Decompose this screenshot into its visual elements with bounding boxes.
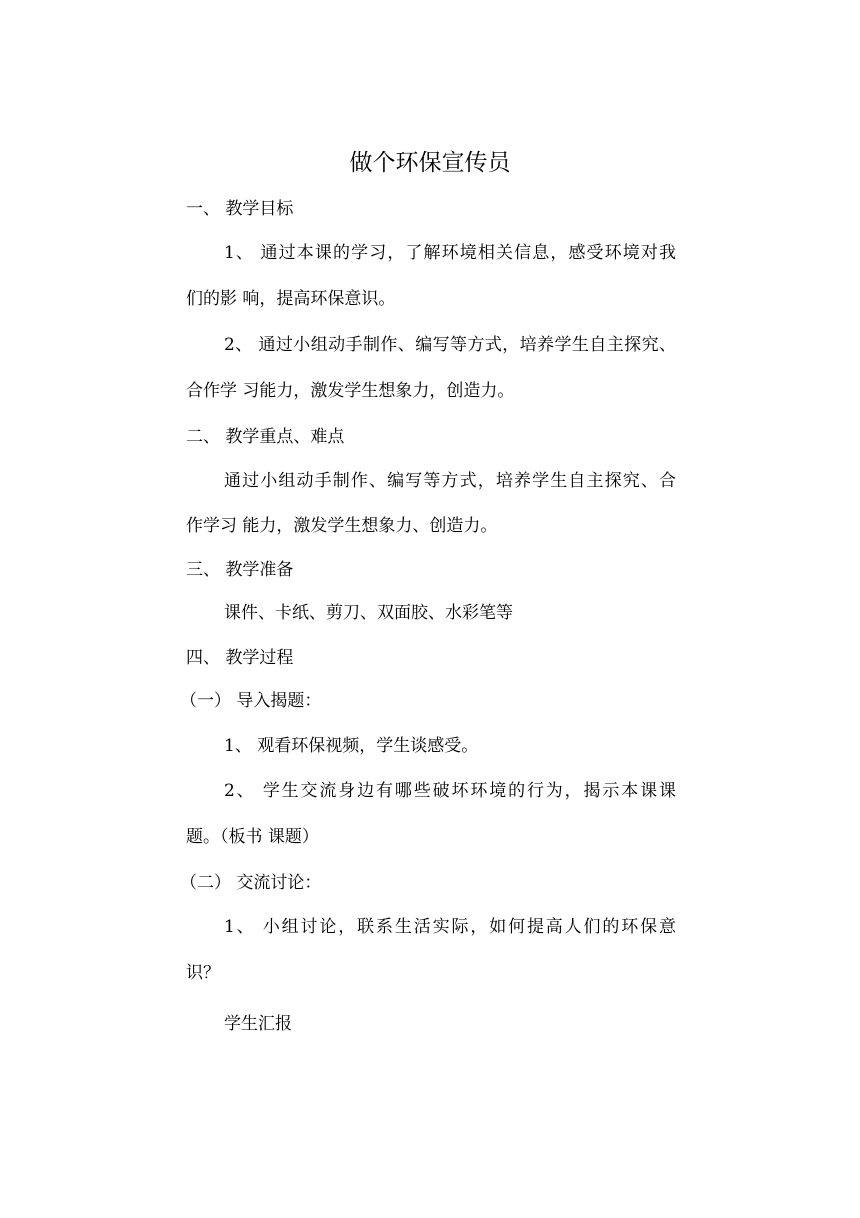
section-heading-process: 四、 教学过程 [186,648,294,668]
subsection-heading-introduction: （一） 导入揭题： [180,691,322,711]
key-points-line-1: 通过小组动手制作、编写等方式，培养学生自主探究、合 [224,471,676,491]
introduction-item-2-line-2: 题。（板书 课题） [186,827,319,847]
objective-item-2-line-1: 2、 通过小组动手制作、编写等方式，培养学生自主探究、 [224,335,676,355]
introduction-item-1: 1、 观看环保视频，学生谈感受。 [224,736,479,756]
student-report: 学生汇报 [224,1014,292,1034]
subsection-heading-discussion: （二） 交流讨论： [180,873,322,893]
section-heading-preparation: 三、 教学准备 [186,560,294,580]
preparation-materials: 课件、卡纸、剪刀、双面胶、水彩笔等 [224,603,513,623]
objective-item-1-line-2: 们的影 响，提高环保意识。 [186,289,396,309]
discussion-item-1-line-1: 1、 小组讨论，联系生活实际，如何提高人们的环保意 [224,917,676,937]
section-heading-objectives: 一、 教学目标 [186,199,294,219]
document-title: 做个环保宣传员 [349,150,511,176]
section-heading-key-points: 二、 教学重点、难点 [186,427,345,447]
discussion-item-1-line-2: 识？ [186,963,220,983]
objective-item-2-line-2: 合作学 习能力，激发学生想象力，创造力。 [186,381,515,401]
introduction-item-2-line-1: 2、 学生交流身边有哪些破坏环境的行为，揭示本课课 [224,781,676,801]
objective-item-1-line-1: 1、 通过本课的学习，了解环境相关信息，感受环境对我 [224,243,676,263]
key-points-line-2: 作学习 能力，激发学生想象力、创造力。 [186,516,498,536]
